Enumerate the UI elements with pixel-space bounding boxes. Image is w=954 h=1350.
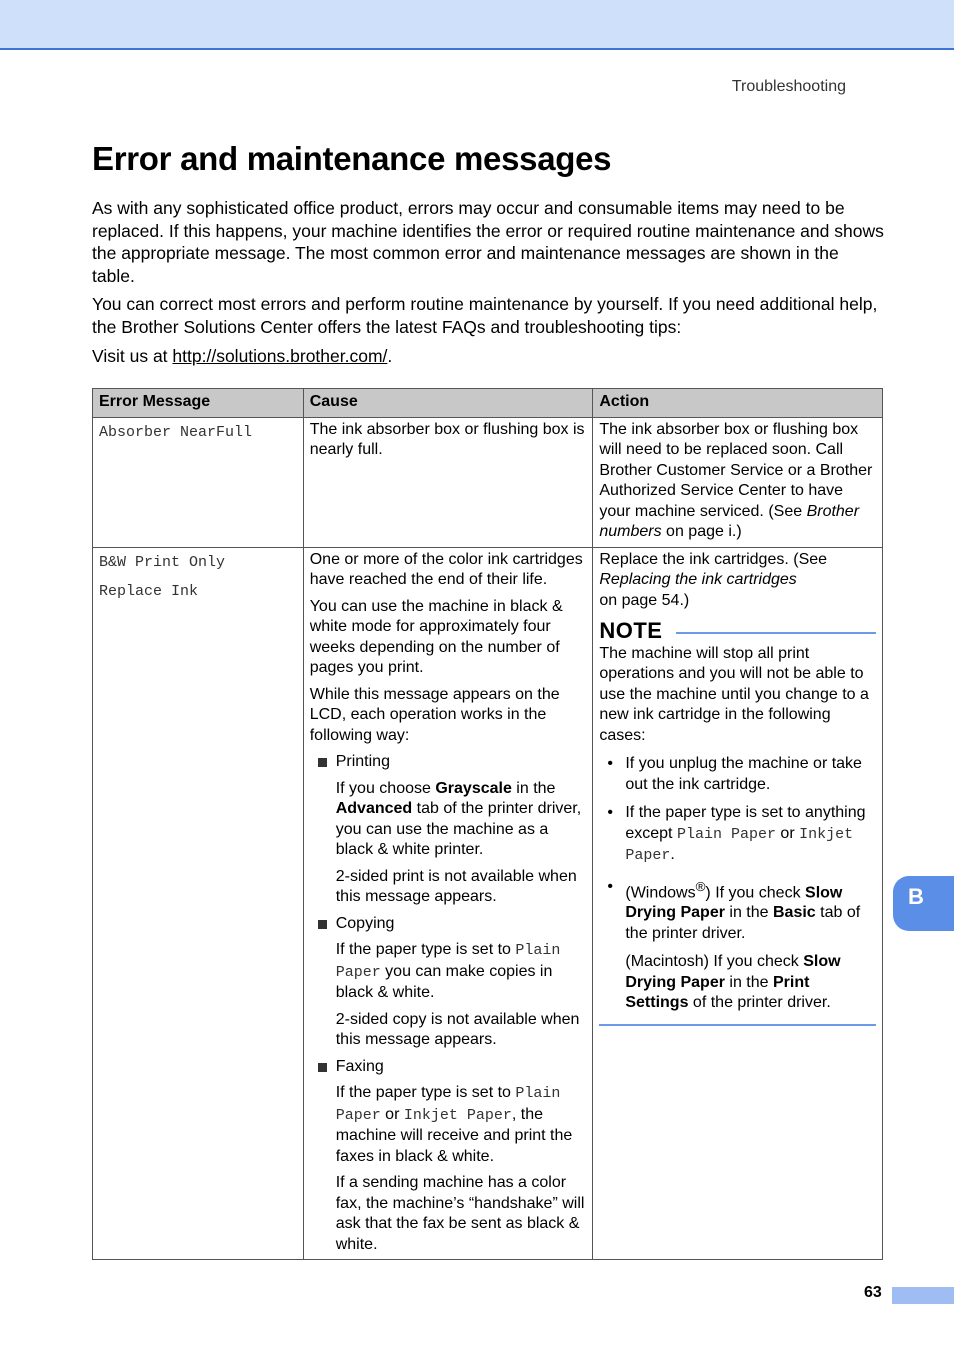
row1-cause-cell: The ink absorber box or flushing box is nearly full. [303, 417, 593, 547]
cause-paragraph-3: While this message appears on the LCD, each operation works in the following way: [309, 685, 560, 744]
bullet-2-text-1: If the paper type is set to anything except [625, 804, 866, 842]
square-bullet-icon [318, 920, 327, 929]
intro-paragraph-1: As with any sophisticated office product, errors may occur and consumable items may need to be replaced. If this happens, your machine identifies the error or required routine maintenance and shows the appropriate message. The most common error and maintenance messages are shown in the table. [92, 198, 884, 286]
row1-message-cell [93, 417, 304, 547]
copying-detail [336, 940, 587, 1004]
slow-drying-paper-label: Slow Drying Paper [625, 883, 843, 922]
faxing-text-2: , the machine will receive and print the faxes in black & white. [335, 1105, 573, 1165]
top-color-band [0, 0, 954, 50]
print-settings-label: Print Settings [625, 973, 810, 1012]
note-bullet-3 [607, 877, 876, 945]
header-action: Action [593, 389, 883, 418]
intro-paragraph-2: You can correct most errors and perform routine maintenance by yourself. If you need additional help, the Brother Solutions Center offers the latest FAQs and troubleshooting tips: [92, 294, 878, 337]
lcd-message-bw-print-only: B&W Print Only [99, 553, 226, 571]
bullet-2-end: . [670, 846, 675, 863]
bullet-1-text: If you unplug the machine or take out the ink cartridge. [625, 755, 862, 793]
slow-drying-paper-label: Slow Drying Paper [625, 953, 841, 991]
printing-text-2: in the [511, 779, 556, 797]
printing-2sided-note: 2-sided print is not available when this message appears. [335, 867, 577, 905]
plain-paper-code: Plain Paper [676, 825, 776, 843]
chapter-letter: B [908, 884, 924, 909]
bullet-3-text-3: in the [724, 904, 773, 922]
registered-mark: ® [695, 878, 706, 894]
faxing-detail [336, 1083, 587, 1167]
lcd-message-absorber: Absorber NearFull [99, 423, 253, 441]
advanced-tab-label: Advanced [335, 800, 413, 817]
row1-action-suffix: on page i.) [661, 523, 742, 540]
mac-text-1: (Macintosh) If you check [625, 953, 804, 971]
row1-action-text: The ink absorber box or flushing box will need to be replaced soon. Call Brother Customer Service or a Brother Authorized Service Center to have your machine serviced. (See [599, 420, 873, 520]
mac-text-3: of the printer driver. [688, 994, 831, 1012]
bullet-dot-icon: • [607, 804, 613, 821]
plain-paper-code: Plain Paper [335, 942, 561, 981]
page-number-bar [892, 1287, 954, 1304]
error-message-table [92, 388, 883, 1260]
page-number: 63 [864, 1284, 882, 1301]
printing-text-1: If you choose [335, 779, 436, 797]
brother-numbers-ref: Brother numbers [599, 502, 860, 540]
printing-detail [336, 779, 587, 861]
macintosh-note [625, 952, 876, 1014]
row2-message-cell [93, 547, 304, 1260]
header-error-message: Error Message [93, 389, 304, 418]
row2-action-cell [593, 547, 883, 1260]
visit-paragraph [92, 345, 884, 368]
faxing-item [318, 1057, 587, 1078]
solutions-link[interactable]: http://solutions.brother.com/ [172, 346, 388, 366]
bullet-2-text [625, 803, 876, 867]
table-header-row [93, 389, 883, 418]
action-text-2: on page 54.) [599, 591, 690, 609]
copying-text-2: you can make copies in black & white. [335, 962, 553, 1001]
note-bullet-2 [607, 803, 876, 867]
table-row [93, 547, 883, 1260]
faxing-color-note: If a sending machine has a color fax, the machine’s “handshake” will ask that the fax be sent as black & white. [335, 1174, 585, 1253]
cause-paragraph-1: One or more of the color ink cartridges have reached the end of their life. [309, 550, 583, 588]
replace-cartridges-text [599, 550, 876, 612]
lcd-message-replace-ink: Replace Ink [99, 582, 199, 600]
faxing-text-1: If the paper type is set to [335, 1084, 516, 1101]
copying-text-1: If the paper type is set to [335, 941, 516, 958]
copying-item [318, 914, 587, 935]
bullet-dot-icon: • [607, 877, 613, 895]
faxing-or: or [380, 1105, 404, 1123]
mac-text-2: in the [724, 973, 773, 991]
bullet-3-text-4: tab of the printer driver. [625, 904, 861, 942]
note-end-rule [599, 1024, 876, 1026]
inkjet-paper-code: Inkjet Paper [625, 825, 854, 864]
header-cause: Cause [303, 389, 593, 418]
table-row [93, 417, 883, 547]
printing-text-3: tab of the printer driver, you can use the machine as a black & white printer. [335, 800, 582, 858]
grayscale-label: Grayscale [435, 779, 512, 797]
note-header [599, 618, 876, 643]
note-rule [676, 632, 876, 634]
bullet-2-or: or [775, 824, 800, 842]
copying-label: Copying [335, 914, 395, 932]
running-header: Troubleshooting [731, 78, 846, 95]
copying-2sided-note: 2-sided copy is not available when this message appears. [335, 1010, 580, 1048]
square-bullet-icon [318, 1063, 327, 1072]
visit-suffix: . [387, 346, 393, 366]
bullet-3-text [625, 877, 876, 945]
printing-item [318, 752, 587, 773]
inkjet-paper-code: Inkjet Paper [403, 1106, 512, 1124]
printing-label: Printing [335, 753, 390, 770]
faxing-label: Faxing [335, 1057, 384, 1075]
note-bullet-1 [607, 754, 876, 795]
visit-prefix: Visit us at [92, 346, 173, 366]
windows-label: (Windows [625, 883, 696, 901]
plain-paper-code: Plain Paper [335, 1085, 561, 1124]
action-text-1: Replace the ink cartridges. (See [599, 550, 828, 568]
page-title: Error and maintenance messages [92, 140, 612, 177]
basic-tab-label: Basic [772, 904, 816, 922]
cause-paragraph-2: You can use the machine in black & white mode for approximately four weeks depending on the number of pages you print. [309, 597, 563, 676]
row1-action-cell [593, 417, 883, 547]
note-text: The machine will stop all print operations and you will not be able to use the machine until you change to a new ink cartridge in the following cases: [599, 644, 869, 744]
note-label: NOTE [599, 618, 663, 643]
replacing-cartridges-ref: Replacing the ink cartridges [599, 571, 797, 588]
row2-cause-cell [303, 547, 593, 1260]
bullet-dot-icon: • [607, 755, 613, 772]
square-bullet-icon [318, 758, 327, 767]
bullet-3-text-2: ) If you check [705, 883, 806, 901]
